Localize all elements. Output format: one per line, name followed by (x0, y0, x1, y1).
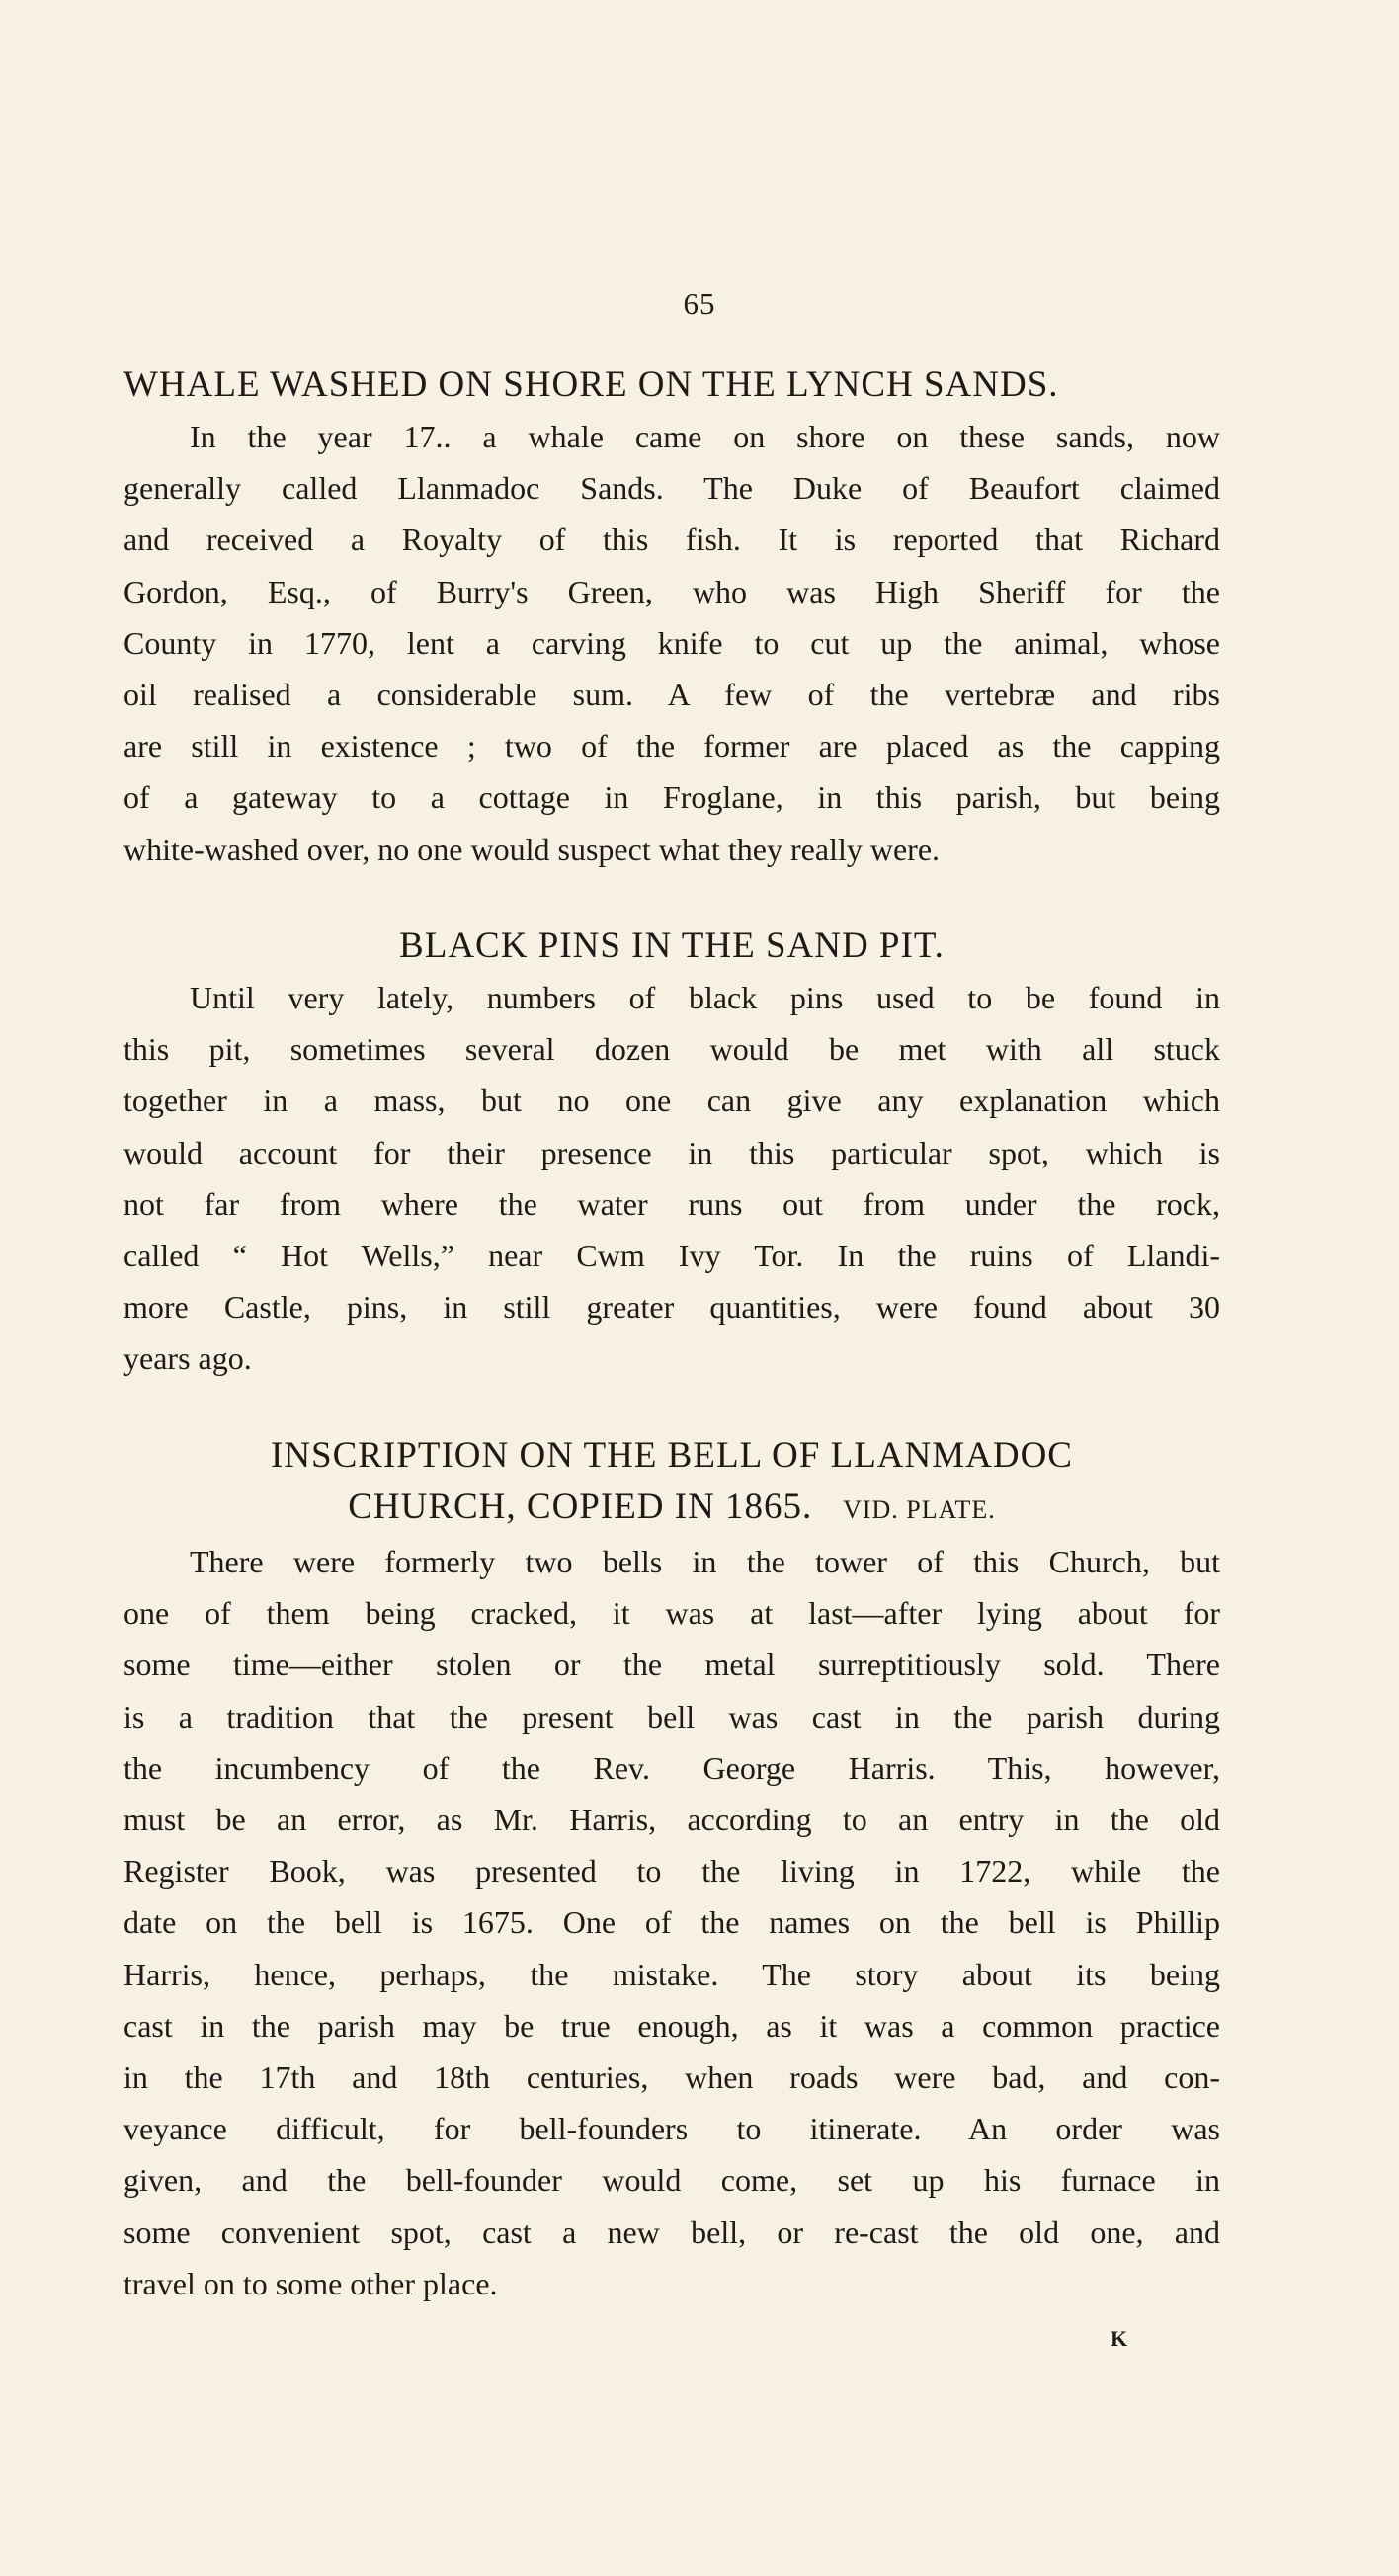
text-line: County in 1770, lent a carving knife to cut up the animal, whose (123, 624, 1220, 661)
text-line: Gordon, Esq., of Burry's Green, who was High Sheriff for the (123, 573, 1220, 609)
text-line: white-washed over, no one would suspect what they really were. (123, 831, 941, 867)
section-body-whale (123, 411, 1220, 875)
text-line: not far from where the water runs out from under the rock, (123, 1185, 1220, 1222)
heading-text: CHURCH, COPIED IN 1865. (348, 1487, 813, 1527)
text-line: would account for their presence in this particular spot, which is (123, 1134, 1220, 1170)
text-line: given, and the bell-founder would come, set up his furnace in (123, 2162, 1220, 2199)
text-line: oil realised a considerable sum. A few of the vertebræ and ribs (123, 677, 1220, 713)
text-line: some convenient spot, cast a new bell, or re-cast the old one, and (123, 2214, 1220, 2250)
section-heading-black-pins: BLACK PINS IN THE SAND PIT. (399, 926, 945, 966)
text-line: must be an error, as Mr. Harris, according to an entry in the old (123, 1802, 1220, 1838)
text-line: of a gateway to a cottage in Froglane, in this parish, but being (123, 779, 1220, 816)
plate-reference: VID. PLATE. (843, 1495, 996, 1524)
text-line: generally called Llanmadoc Sands. The Duke of Beaufort claimed (123, 470, 1220, 507)
section-heading-bell-line1: INSCRIPTION ON THE BELL OF LLANMADOC (271, 1435, 1073, 1476)
section-heading-bell-line2 (123, 1482, 1220, 1536)
text-line: date on the bell is 1675. One of the names on the bell is Phillip (123, 1904, 1220, 1941)
text-line: one of them being cracked, it was at last—after lying about for (123, 1595, 1220, 1632)
text-line: Register Book, was presented to the living in 1722, while the (123, 1853, 1220, 1890)
section-body-bell (123, 1536, 1220, 2309)
text-line: the incumbency of the Rev. George Harris. This, however, (123, 1749, 1220, 1786)
text-line: veyance difficult, for bell-founders to itinerate. An order was (123, 2111, 1220, 2147)
text-line: called “ Hot Wells,” near Cwm Ivy Tor. In the ruins of Llandi- (123, 1238, 1220, 1274)
text-line: Harris, hence, perhaps, the mistake. The story about its being (123, 1956, 1220, 1992)
section-heading-whale: WHALE WASHED ON SHORE ON THE LYNCH SANDS. (123, 364, 1059, 405)
text-line: in the 17th and 18th centuries, when roads were bad, and con- (123, 2059, 1220, 2096)
text-line: travel on to some other place. (123, 2265, 498, 2301)
section-body-black-pins (123, 972, 1220, 1385)
text-line: together in a mass, but no one can give any explanation which (123, 1083, 1220, 1119)
text-line: cast in the parish may be true enough, as it was a common practice (123, 2007, 1220, 2044)
section-black-pins (123, 921, 1220, 1385)
signature-mark: K (1111, 2326, 1128, 2351)
text-line: There were formerly two bells in the tower of this Church, but (190, 1544, 1220, 1579)
section-bell-inscription (123, 1430, 1220, 2309)
text-line: some time—either stolen or the metal surreptitiously sold. There (123, 1647, 1220, 1683)
text-line: is a tradition that the present bell was cast in the parish during (123, 1698, 1220, 1734)
text-line: this pit, sometimes several dozen would be met with all stuck (123, 1031, 1220, 1068)
text-line: more Castle, pins, in still greater quantities, were found about 30 (123, 1289, 1220, 1326)
text-line: In the year 17.. a whale came on shore on these sands, now (190, 419, 1220, 454)
text-line: Until very lately, numbers of black pins used to be found in (190, 980, 1220, 1015)
text-line: years ago. (123, 1340, 252, 1377)
text-line: are still in existence ; two of the former are placed as the capping (123, 728, 1220, 765)
section-whale (123, 360, 1220, 875)
page-number: 65 (683, 286, 716, 321)
text-line: and received a Royalty of this fish. It is reported that Richard (123, 522, 1220, 558)
